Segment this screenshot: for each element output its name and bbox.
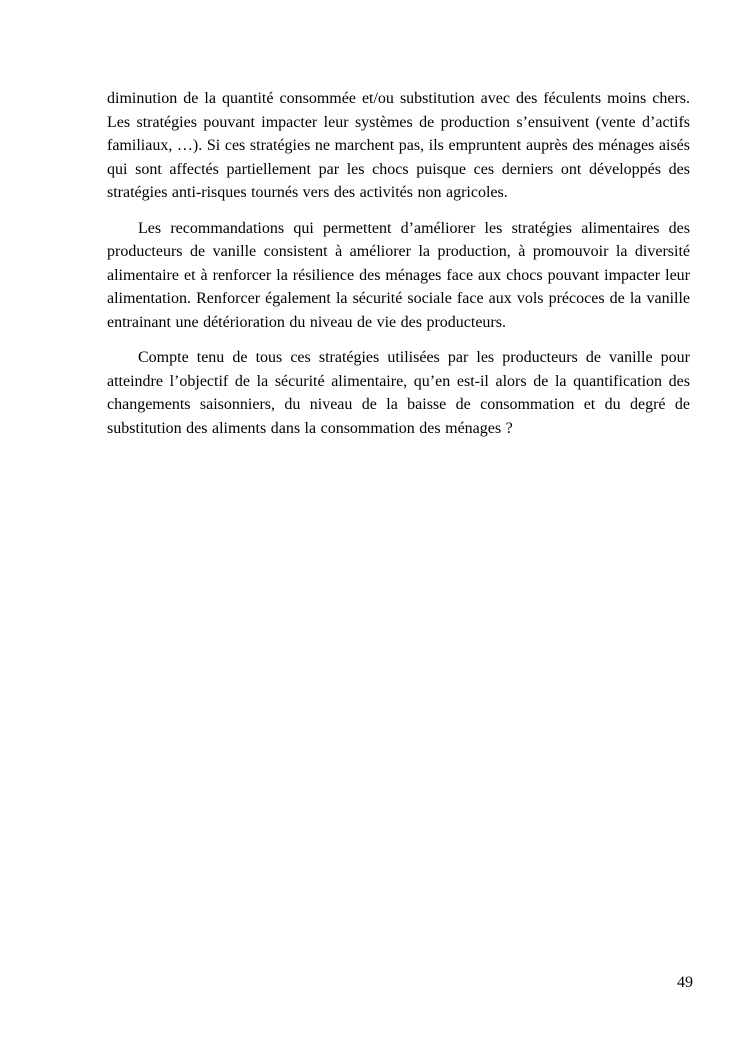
page-body-text xyxy=(107,87,690,452)
paragraph-1: diminution de la quantité consommée et/ou substitution avec des féculents moins chers. Les stratégies pouvant impacter leur systèmes de production s’ensuivent (vente d’actifs familiaux, …). Si ces stratégies ne marchent pas, ils empruntent auprès des ménages aisés qui sont affectés partiellement par les chocs puisque ces derniers ont développés des stratégies anti-risques tournés vers des activités non agricoles. xyxy=(107,90,690,201)
paragraph-2: Les recommandations qui permettent d’améliorer les stratégies alimentaires des producteurs de vanille consistent à améliorer la production, à promouvoir la diversité alimentaire et à renforcer la résilience des ménages face aux chocs pouvant impacter leur alimentation. Renforcer également la sécurité sociale face aux vols précoces de la vanille entrainant une détérioration du niveau de vie des producteurs. xyxy=(107,219,690,331)
page-number: 49 xyxy=(677,974,693,991)
paragraph-3: Compte tenu de tous ces stratégies utilisées par les producteurs de vanille pour atteindre l’objectif de la sécurité alimentaire, qu’en est-il alors de la quantification des changements saisonniers, du niveau de la baisse de consommation et du degré de substitution des aliments dans la consommation des ménages ? xyxy=(107,349,690,437)
